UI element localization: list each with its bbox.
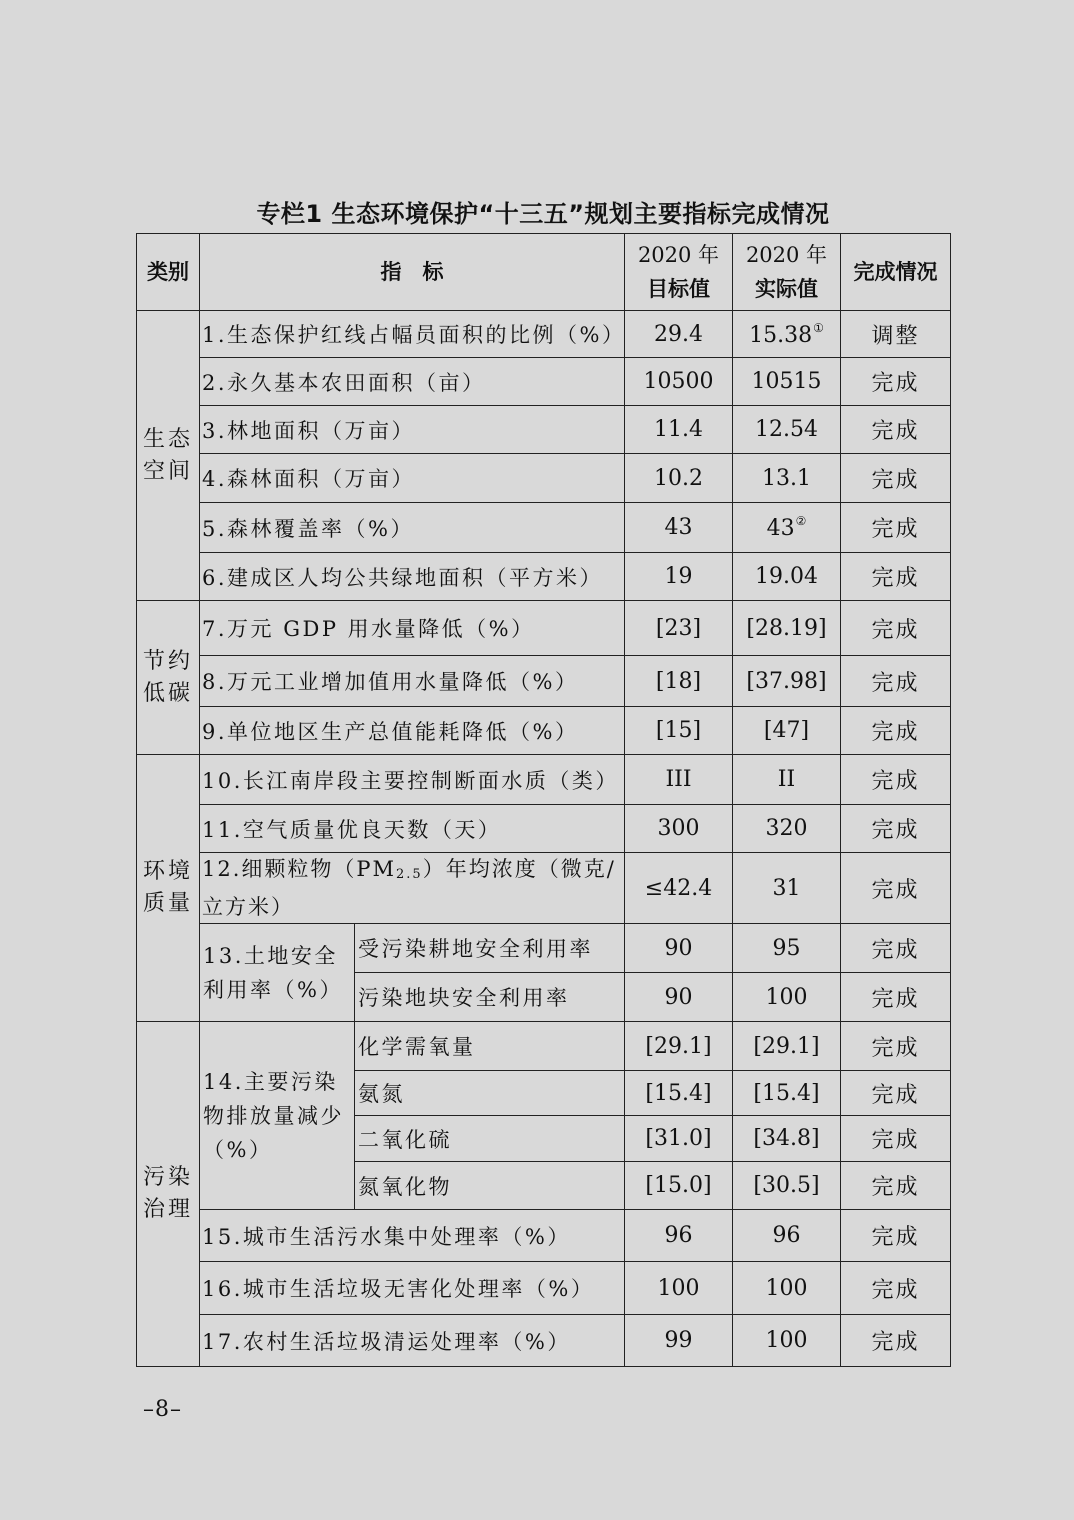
category-label: 生态空间 xyxy=(142,426,193,484)
actual-cell xyxy=(733,503,841,553)
target-cell: [23] xyxy=(625,601,733,656)
actual-cell xyxy=(733,311,841,358)
target-cell: 29.4 xyxy=(625,311,733,358)
table-row xyxy=(137,358,951,406)
actual-cell: 31 xyxy=(733,853,841,924)
category-env-quality xyxy=(137,755,200,1022)
table-row xyxy=(137,601,951,656)
header-status: 完成情况 xyxy=(841,234,951,311)
header-indicator: 指 标 xyxy=(200,234,625,311)
table-row xyxy=(137,1315,951,1367)
header-target xyxy=(625,234,733,311)
target-cell: 90 xyxy=(625,924,733,973)
table-row xyxy=(137,853,951,924)
actual-cell: 100 xyxy=(733,1262,841,1315)
table-row xyxy=(137,311,951,358)
category-label: 节约低碳 xyxy=(142,648,193,706)
status-cell: 完成 xyxy=(841,1116,951,1162)
status-cell: 调整 xyxy=(841,311,951,358)
target-cell: [18] xyxy=(625,656,733,707)
status-cell: 完成 xyxy=(841,1071,951,1116)
actual-cell: [28.19] xyxy=(733,601,841,656)
status-cell: 完成 xyxy=(841,805,951,853)
table-row xyxy=(137,553,951,601)
sub-indicator-cell: 氨氮 xyxy=(355,1071,625,1116)
sub-indicator-cell: 二氧化硫 xyxy=(355,1116,625,1162)
actual-cell: [29.1] xyxy=(733,1022,841,1071)
category-label: 环境质量 xyxy=(142,859,193,916)
header-actual-year: 2020 年 xyxy=(745,243,828,267)
target-cell: III xyxy=(625,755,733,805)
actual-cell: [37.98] xyxy=(733,656,841,707)
actual-cell: II xyxy=(733,755,841,805)
indicator-cell: 1.生态保护红线占幅员面积的比例（%） xyxy=(200,311,625,358)
target-cell: [29.1] xyxy=(625,1022,733,1071)
status-cell: 完成 xyxy=(841,1210,951,1262)
actual-cell: [47] xyxy=(733,707,841,755)
actual-cell: 10515 xyxy=(733,358,841,406)
actual-value: 43 xyxy=(766,516,795,541)
table-row xyxy=(137,707,951,755)
category-eco-space xyxy=(137,311,200,601)
actual-cell: [34.8] xyxy=(733,1116,841,1162)
target-cell: 11.4 xyxy=(625,406,733,454)
indicator-suffix: ）年均浓度（微克/立方米） xyxy=(202,857,616,919)
header-actual xyxy=(733,234,841,311)
header-target-year: 2020 年 xyxy=(637,243,720,267)
indicator-cell: 8.万元工业增加值用水量降低（%） xyxy=(200,656,625,707)
target-cell: [15.0] xyxy=(625,1162,733,1210)
target-cell: 10.2 xyxy=(625,454,733,503)
footnote-mark: ② xyxy=(795,514,807,528)
header-category: 类别 xyxy=(137,234,200,311)
table-row xyxy=(137,1262,951,1315)
sub-indicator-cell: 化学需氧量 xyxy=(355,1022,625,1071)
actual-cell: 95 xyxy=(733,924,841,973)
indicator-cell: 2.永久基本农田面积（亩） xyxy=(200,358,625,406)
land-group-label: 13.土地安全利用率（%） xyxy=(200,924,355,1022)
sub-indicator-cell: 氮氧化物 xyxy=(355,1162,625,1210)
indicator-table xyxy=(136,233,951,1367)
status-cell: 完成 xyxy=(841,755,951,805)
indicator-cell xyxy=(200,853,625,924)
table-row xyxy=(137,1210,951,1262)
target-cell: [31.0] xyxy=(625,1116,733,1162)
table-row xyxy=(137,1022,951,1071)
actual-cell: 13.1 xyxy=(733,454,841,503)
target-cell: 10500 xyxy=(625,358,733,406)
status-cell: 完成 xyxy=(841,601,951,656)
indicator-cell: 4.森林面积（万亩） xyxy=(200,454,625,503)
indicator-cell: 9.单位地区生产总值能耗降低（%） xyxy=(200,707,625,755)
header-actual-label: 实际值 xyxy=(755,277,818,301)
target-cell: ≤42.4 xyxy=(625,853,733,924)
status-cell: 完成 xyxy=(841,656,951,707)
actual-cell: 100 xyxy=(733,1315,841,1367)
indicator-cell: 7.万元 GDP 用水量降低（%） xyxy=(200,601,625,656)
status-cell: 完成 xyxy=(841,1315,951,1367)
table-row xyxy=(137,656,951,707)
status-cell: 完成 xyxy=(841,1262,951,1315)
category-label: 污染治理 xyxy=(142,1165,193,1222)
status-cell: 完成 xyxy=(841,924,951,973)
actual-value: 15.38 xyxy=(749,322,813,348)
indicator-cell: 15.城市生活污水集中处理率（%） xyxy=(200,1210,625,1262)
table-title: 专栏1 生态环境保护“十三五”规划主要指标完成情况 xyxy=(256,200,830,228)
status-cell: 完成 xyxy=(841,1162,951,1210)
target-cell: 100 xyxy=(625,1262,733,1315)
actual-cell: [15.4] xyxy=(733,1071,841,1116)
status-cell: 完成 xyxy=(841,503,951,553)
table-row xyxy=(137,406,951,454)
target-cell: 300 xyxy=(625,805,733,853)
table-row xyxy=(137,454,951,503)
indicator-cell: 5.森林覆盖率（%） xyxy=(200,503,625,553)
sub-indicator-cell: 受污染耕地安全利用率 xyxy=(355,924,625,973)
table-row xyxy=(137,755,951,805)
target-cell: 19 xyxy=(625,553,733,601)
status-cell: 完成 xyxy=(841,707,951,755)
indicator-cell: 11.空气质量优良天数（天） xyxy=(200,805,625,853)
actual-cell: 100 xyxy=(733,973,841,1022)
actual-cell: 96 xyxy=(733,1210,841,1262)
actual-cell: 12.54 xyxy=(733,406,841,454)
indicator-cell: 10.长江南岸段主要控制断面水质（类） xyxy=(200,755,625,805)
target-cell: 43 xyxy=(625,503,733,553)
table-row xyxy=(137,924,951,973)
target-cell: 99 xyxy=(625,1315,733,1367)
status-cell: 完成 xyxy=(841,973,951,1022)
actual-cell: [30.5] xyxy=(733,1162,841,1210)
target-cell: 96 xyxy=(625,1210,733,1262)
indicator-prefix: 12.细颗粒物（PM xyxy=(202,857,397,881)
status-cell: 完成 xyxy=(841,553,951,601)
pm-subscript: 2.5 xyxy=(396,867,423,882)
indicator-cell: 16.城市生活垃圾无害化处理率（%） xyxy=(200,1262,625,1315)
table-row xyxy=(137,503,951,553)
header-row xyxy=(137,234,951,311)
actual-cell: 320 xyxy=(733,805,841,853)
status-cell: 完成 xyxy=(841,454,951,503)
status-cell: 完成 xyxy=(841,1022,951,1071)
header-target-label: 目标值 xyxy=(647,277,710,301)
footnote-mark: ① xyxy=(813,320,824,335)
table-row xyxy=(137,805,951,853)
status-cell: 完成 xyxy=(841,406,951,454)
emission-group-label: 14.主要污染物排放量减少（%） xyxy=(200,1022,355,1210)
indicator-cell: 17.农村生活垃圾清运处理率（%） xyxy=(200,1315,625,1367)
indicator-cell: 3.林地面积（万亩） xyxy=(200,406,625,454)
status-cell: 完成 xyxy=(841,853,951,924)
indicator-cell: 6.建成区人均公共绿地面积（平方米） xyxy=(200,553,625,601)
page-number: –8– xyxy=(143,1397,182,1422)
target-cell: [15] xyxy=(625,707,733,755)
sub-indicator-cell: 污染地块安全利用率 xyxy=(355,973,625,1022)
target-cell: [15.4] xyxy=(625,1071,733,1116)
category-pollution xyxy=(137,1022,200,1367)
category-low-carbon xyxy=(137,601,200,755)
target-cell: 90 xyxy=(625,973,733,1022)
status-cell: 完成 xyxy=(841,358,951,406)
actual-cell: 19.04 xyxy=(733,553,841,601)
